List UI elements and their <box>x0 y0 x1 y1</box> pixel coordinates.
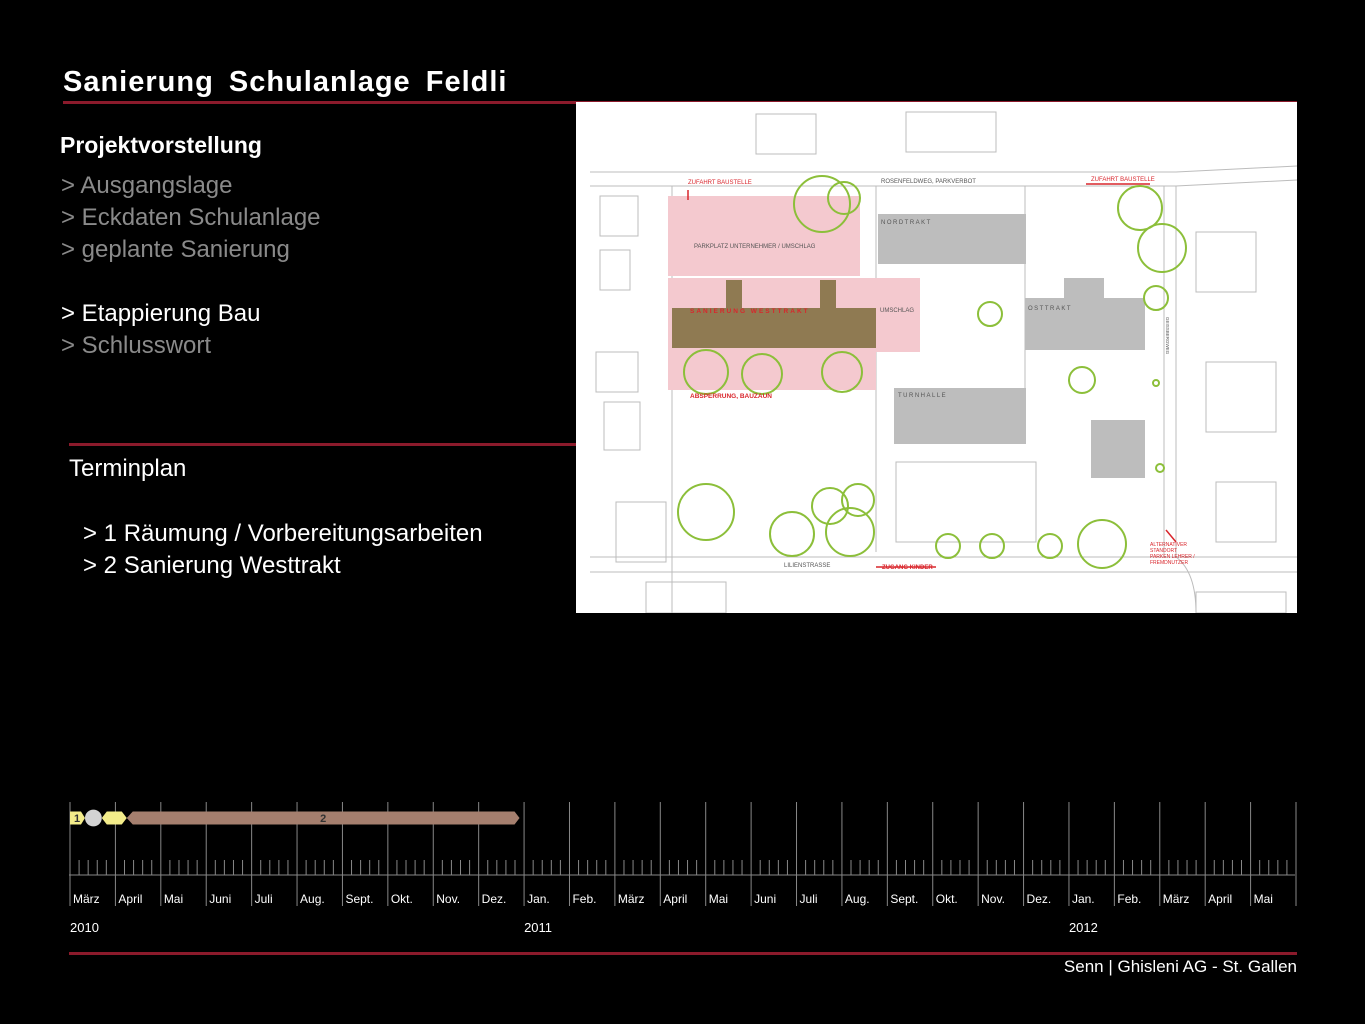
terminplan-item-1: > 1 Räumung / Vorbereitungsarbeiten <box>83 520 483 547</box>
building-small <box>1091 420 1145 478</box>
month-label: Juli <box>799 892 818 906</box>
label-lilienstrasse: LILIENSTRASSE <box>784 563 831 569</box>
label-absperrung: ABSPERRUNG, BAUZAUN <box>690 393 772 400</box>
label-zufahrt-left: ZUFAHRT BAUSTELLE <box>688 180 752 186</box>
phase-marker <box>102 812 127 825</box>
footer-company: Senn | Ghisleni AG - St. Gallen <box>1063 957 1297 976</box>
tree <box>980 534 1004 558</box>
label-nordtrakt: NORDTRAKT <box>881 220 932 226</box>
menu-item-ausgangslage[interactable]: > Ausgangslage <box>61 172 233 199</box>
month-label: Juni <box>754 892 777 906</box>
terminplan-item-2: > 2 Sanierung Westtrakt <box>83 552 341 579</box>
label-alternativ-2: STANDORT <box>1150 548 1178 554</box>
label-zugang-kinder: ZUGANG KINDER <box>882 565 933 571</box>
label-rosenfeldweg: ROSENFELDWEG, PARKVERBOT <box>881 179 976 185</box>
building-osttrakt-annex <box>1064 278 1104 300</box>
page-title: Sanierung Schulanlage Feldli <box>63 66 508 98</box>
month-label: März <box>617 892 645 906</box>
year-label: 2010 <box>70 920 99 935</box>
month-label: Dez. <box>481 892 507 906</box>
month-label: April <box>118 892 143 906</box>
tree <box>1038 534 1062 558</box>
month-label: Juli <box>254 892 273 906</box>
month-label: Sept. <box>890 892 919 906</box>
tree <box>978 302 1002 326</box>
section-subtitle: Projektvorstellung <box>60 132 262 158</box>
month-label: März <box>1162 892 1190 906</box>
month-label: Feb. <box>1117 892 1142 906</box>
tree <box>1138 224 1186 272</box>
tree <box>1156 464 1164 472</box>
tree <box>1153 380 1159 386</box>
month-label: Mai <box>708 892 729 906</box>
month-label: Aug. <box>844 892 870 906</box>
month-label: Mai <box>1253 892 1273 906</box>
month-label: Juni <box>209 892 232 906</box>
label-alternativ-1: ALTERNATIVER <box>1150 542 1188 548</box>
timeline <box>69 800 1297 950</box>
tree <box>936 534 960 558</box>
menu-item-schlusswort[interactable]: > Schlusswort <box>61 332 212 359</box>
month-label: Aug. <box>300 892 325 906</box>
label-zufahrt-right: ZUFAHRT BAUSTELLE <box>1091 177 1155 183</box>
zone-umschlag <box>876 278 920 352</box>
label-parkplatz: PARKPLATZ UNTERNEHMER / UMSCHLAG <box>694 244 816 250</box>
label-alternativ-4: FREMDNUTZER <box>1150 560 1189 566</box>
month-label: Feb. <box>572 892 597 906</box>
month-label: März <box>73 892 100 906</box>
month-label: Jan. <box>1071 892 1095 906</box>
month-label: April <box>1208 892 1233 906</box>
month-label: Mai <box>163 892 184 906</box>
tree <box>826 508 874 556</box>
label-osttrakt: OSTTRAKT <box>1028 306 1073 312</box>
footer-rule <box>69 952 1297 955</box>
terminplan-title: Terminplan <box>69 455 187 482</box>
month-label: Sept. <box>345 892 374 906</box>
navigation-menu <box>61 170 321 362</box>
tree <box>1069 367 1095 393</box>
month-label: Nov. <box>981 892 1005 906</box>
tree <box>1078 520 1126 568</box>
label-sanierung-westtrakt: SANIERUNG WESTTRAKT <box>690 308 810 315</box>
month-label: April <box>663 892 688 906</box>
month-label: Okt. <box>390 892 413 906</box>
tree <box>1118 186 1162 230</box>
month-label: Nov. <box>436 892 461 906</box>
year-label: 2012 <box>1068 920 1098 935</box>
label-alternativ-3: PARKEN LEHRER / <box>1150 554 1195 560</box>
menu-item-etappierung[interactable]: > Etappierung Bau <box>61 300 261 327</box>
label-turnhalle: TURNHALLE <box>898 393 948 399</box>
terminplan-list <box>83 518 483 582</box>
year-label: 2011 <box>524 920 553 935</box>
phase-marker <box>85 810 102 827</box>
phase-label: 1 <box>74 813 81 825</box>
month-label: Dez. <box>1026 892 1052 906</box>
terminplan-rule <box>69 443 576 446</box>
month-label: Okt. <box>935 892 958 906</box>
menu-item-geplante-sanierung[interactable]: > geplante Sanierung <box>61 236 290 263</box>
label-side-street: GEISSBERGWEG <box>1165 317 1170 355</box>
tree <box>678 484 734 540</box>
menu-gap <box>61 266 321 298</box>
month-label: Jan. <box>527 892 550 906</box>
phase-label: 2 <box>320 813 327 825</box>
site-plan-image <box>576 102 1297 613</box>
label-umschlag: UMSCHLAG <box>880 308 915 314</box>
tree <box>770 512 814 556</box>
menu-item-eckdaten[interactable]: > Eckdaten Schulanlage <box>61 204 321 231</box>
